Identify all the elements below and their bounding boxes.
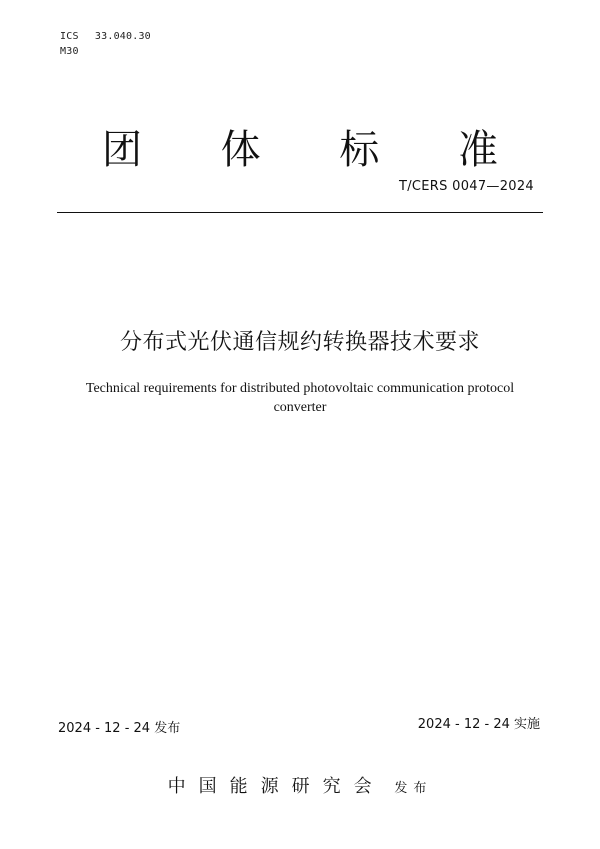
ics-label: ICS <box>60 31 79 42</box>
ics-code: 33.040.30 <box>94 31 151 42</box>
title-english <box>60 379 540 417</box>
standard-code: T/CERS 0047—2024 <box>399 179 534 194</box>
implementation-date: 2024 - 12 - 24 实施 <box>417 717 540 732</box>
standard-type-heading <box>100 118 500 175</box>
issuer-organization: 中国能源研究会 <box>167 776 385 797</box>
ccs-code: M30 <box>60 46 79 57</box>
title-english-line: converter <box>273 400 327 415</box>
standard-type-char: 体 <box>220 127 261 173</box>
issuer <box>0 772 600 798</box>
title-english-line: Technical requirements for distributed photovoltaic communication protocol <box>85 381 515 396</box>
standard-type-char: 准 <box>457 127 498 173</box>
header-divider <box>57 212 543 213</box>
issuer-verb: 发布 <box>394 781 433 796</box>
standard-type-char: 标 <box>339 127 380 173</box>
title-chinese: 分布式光伏通信规约转换器技术要求 <box>119 330 480 355</box>
standard-type-char: 团 <box>102 127 142 173</box>
issue-date: 2024 - 12 - 24 发布 <box>58 721 181 736</box>
ics-classification <box>60 31 151 42</box>
